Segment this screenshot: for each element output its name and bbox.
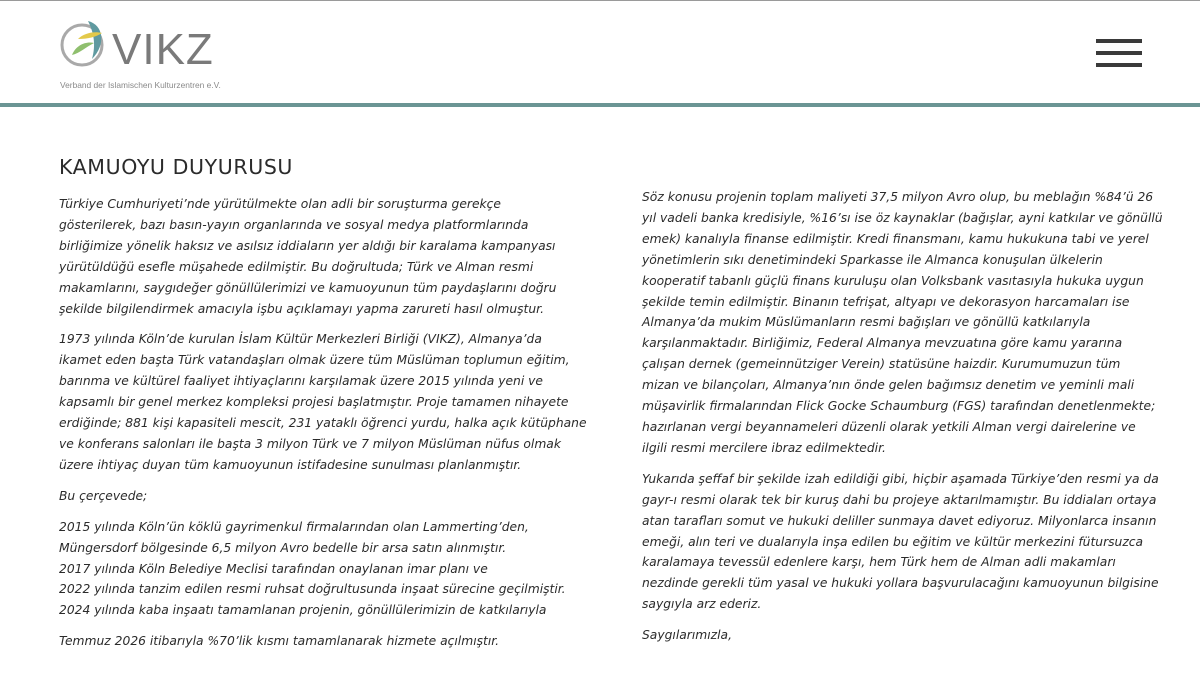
text-line: Söz konusu projenin toplam maliyeti 37,5 milyon Avro olup, bu meblağın %84’ü 26 xyxy=(642,190,1154,204)
paragraph xyxy=(59,329,587,475)
text-line: saygıyla arz ederiz. xyxy=(642,597,762,612)
text-line: mizan ve bilançoları, Almanya’nın önde gelen bağımsız denetim ve yeminli mali xyxy=(642,378,1135,393)
paragraph xyxy=(642,469,1159,615)
text-line: gösterilerek, bazı basın-yayın organlarında ve sosyal medya platformlarında xyxy=(59,217,529,232)
text-line: atan tarafları somut ve hukuki deliller sunmaya davet ediyoruz. Milyonlarca insanın xyxy=(642,513,1157,528)
text-line: kooperatif tabanlı güçlü finans kuruluşu olan Volksbank vasıtasıyla hukuka uygun xyxy=(642,273,1144,288)
text-line: Türkiye Cumhuriyeti’nde yürütülmekte olan adli bir soruşturma gerekçe xyxy=(59,197,501,211)
text-line: gayr-ı resmi olarak tek bir kuruş dahi bu projeye aktarılmamıştır. Bu iddiaları ortaya xyxy=(642,492,1157,507)
text-line: hazırlanan vergi beyannameleri düzenli olarak yetkili Alman vergi dairelerine ve xyxy=(642,419,1136,434)
menu-bar xyxy=(1096,51,1142,55)
text-line: makamlarını, saygıdeğer gönüllülerimizi ve kamuoyunun tüm paydaşlarını doğru xyxy=(59,280,557,295)
hamburger-menu-icon[interactable] xyxy=(1096,39,1142,67)
text-line: yönetimlerin sıkı denetimindeki Sparkasse ile Almanca konuşulan ülkelerin xyxy=(642,252,1103,267)
text-line: birliğimize yönelik haksız ve asılsız iddiaların yer aldığı bir karalama kampanyası xyxy=(59,238,556,253)
page-title: KAMUOYU DUYURUSU xyxy=(59,155,294,179)
text-line: karşılanmaktadır. Birliğimiz, Federal Almanya mevzuatına göre kamu yararına xyxy=(642,336,1123,351)
text-line: nezdinde gerekli tüm yasal ve hukuki yollara başvurulacağını kamuoyunun bilgisine xyxy=(642,576,1159,591)
announcement-content xyxy=(0,107,1200,689)
paragraph-gap xyxy=(642,459,1152,469)
vikz-logo[interactable] xyxy=(58,15,258,95)
text-line: 2022 yılında tanzim edilen resmi ruhsat doğrultusunda inşaat sürecine geçilmiştir. xyxy=(59,582,566,597)
text-line: Almanya’da mukim Müslümanların resmi bağışları ve gönüllü katkılarıyla xyxy=(642,315,1091,330)
text-line: yürütüldüğü esefle müşahede edilmiştir. Bu doğrultuda; Türk ve Alman resmi xyxy=(59,259,534,274)
paragraph xyxy=(59,194,569,319)
text-line: kapsamlı bir genel merkez kompleksi projesi başlatmıştır. Proje tamamen nihayete xyxy=(59,395,569,410)
left-column xyxy=(59,194,587,652)
right-column xyxy=(642,187,1163,646)
paragraph xyxy=(642,625,1152,646)
text-line: emek) kanalıyla finanse edilmiştir. Kredi finansmanı, kamu hukukuna tabi ve yerel xyxy=(642,231,1149,246)
text-line: barınma ve kültürel faaliyet ihtiyaçlarını karşılamak üzere 2015 yılında yeni ve xyxy=(59,374,543,389)
text-line: Temmuz 2026 itibarıyla %70’lik kısmı tamamlanarak hizmete açılmıştır. xyxy=(59,634,500,649)
paragraph-gap xyxy=(59,319,569,329)
logo-mark-icon xyxy=(58,15,114,73)
text-line: ilgili resmi mercilere ibraz edilmektedir. xyxy=(642,440,886,455)
text-line: çalışan dernek (gemeinnütziger Verein) statüsüne haizdir. Kurumumuzun tüm xyxy=(642,357,1121,372)
text-line: erdiğinde; 881 kişi kapasiteli mescit, 231 yataklı öğrenci yurdu, halka açık kütüphane xyxy=(59,416,587,431)
paragraph xyxy=(59,631,569,652)
text-line: karalamaya tevessül edenlere karşı, hem Türk hem de Alman adli makamları xyxy=(642,555,1116,570)
text-line: Saygılarımızla, xyxy=(642,628,732,643)
paragraph xyxy=(59,486,569,507)
text-line: 2017 yılında Köln Belediye Meclisi tarafından onaylanan imar planı ve xyxy=(59,561,488,576)
text-line: ve konferans salonları ile başta 3 milyon Türk ve 7 milyon Müslüman nüfus olmak xyxy=(59,436,561,451)
text-line: üzere ihtiyaç duyan tüm kamuoyunun istifadesine sunulması planlanmıştır. xyxy=(59,457,522,472)
text-line: şekilde temin edilmiştir. Binanın tefrişat, altyapı ve dekorasyon harcamaları ise xyxy=(642,294,1130,309)
text-line: 2015 yılında Köln’ün köklü gayrimenkul firmalarından olan Lammerting’den, xyxy=(59,519,529,534)
paragraph-gap xyxy=(59,507,569,517)
paragraph-gap xyxy=(59,621,569,631)
text-line: şekilde bilgilendirmek amacıyla işbu açıklamayı yapma zarureti hasıl olmuştur. xyxy=(59,301,544,316)
logo-subtitle: Verband der Islamischen Kulturzentren e.V. xyxy=(60,80,221,90)
text-line: Bu çerçevede; xyxy=(59,488,148,503)
paragraph xyxy=(642,187,1163,459)
menu-bar xyxy=(1096,63,1142,67)
menu-bar xyxy=(1096,39,1142,43)
text-line: ikamet eden başta Türk vatandaşları olmak üzere tüm Müslüman toplumun eğitim, xyxy=(59,353,570,368)
paragraph-gap xyxy=(642,615,1152,625)
site-header xyxy=(0,1,1200,103)
text-line: yıl vadeli banka kredisiyle, %16’sı ise öz kaynaklar (bağışlar, ayni katkılar ve gönüllü xyxy=(642,210,1163,225)
text-line: 2024 yılında kaba inşaatı tamamlanan projenin, gönüllülerimizin de katkılarıyla xyxy=(59,603,547,618)
paragraph xyxy=(59,517,569,622)
text-line: 1973 yılında Köln’de kurulan İslam Kültür Merkezleri Birliği (VIKZ), Almanya’da xyxy=(59,332,542,347)
logo-text: VIKZ xyxy=(112,25,214,74)
text-line: Müngersdorf bölgesinde 6,5 milyon Avro bedelle bir arsa satın alınmıştır. xyxy=(59,540,507,555)
paragraph-gap xyxy=(59,476,569,486)
text-line: Yukarıda şeffaf bir şekilde izah edildiği gibi, hiçbir aşamada Türkiye’den resmi ya da xyxy=(642,471,1159,486)
text-line: müşavirlik firmalarından Flick Gocke Schaumburg (FGS) tarafından denetlenmekte; xyxy=(642,399,1156,414)
text-line: emeği, alın teri ve dualarıyla inşa edilen bu eğitim ve kültür merkezini fütursuzca xyxy=(642,534,1144,549)
